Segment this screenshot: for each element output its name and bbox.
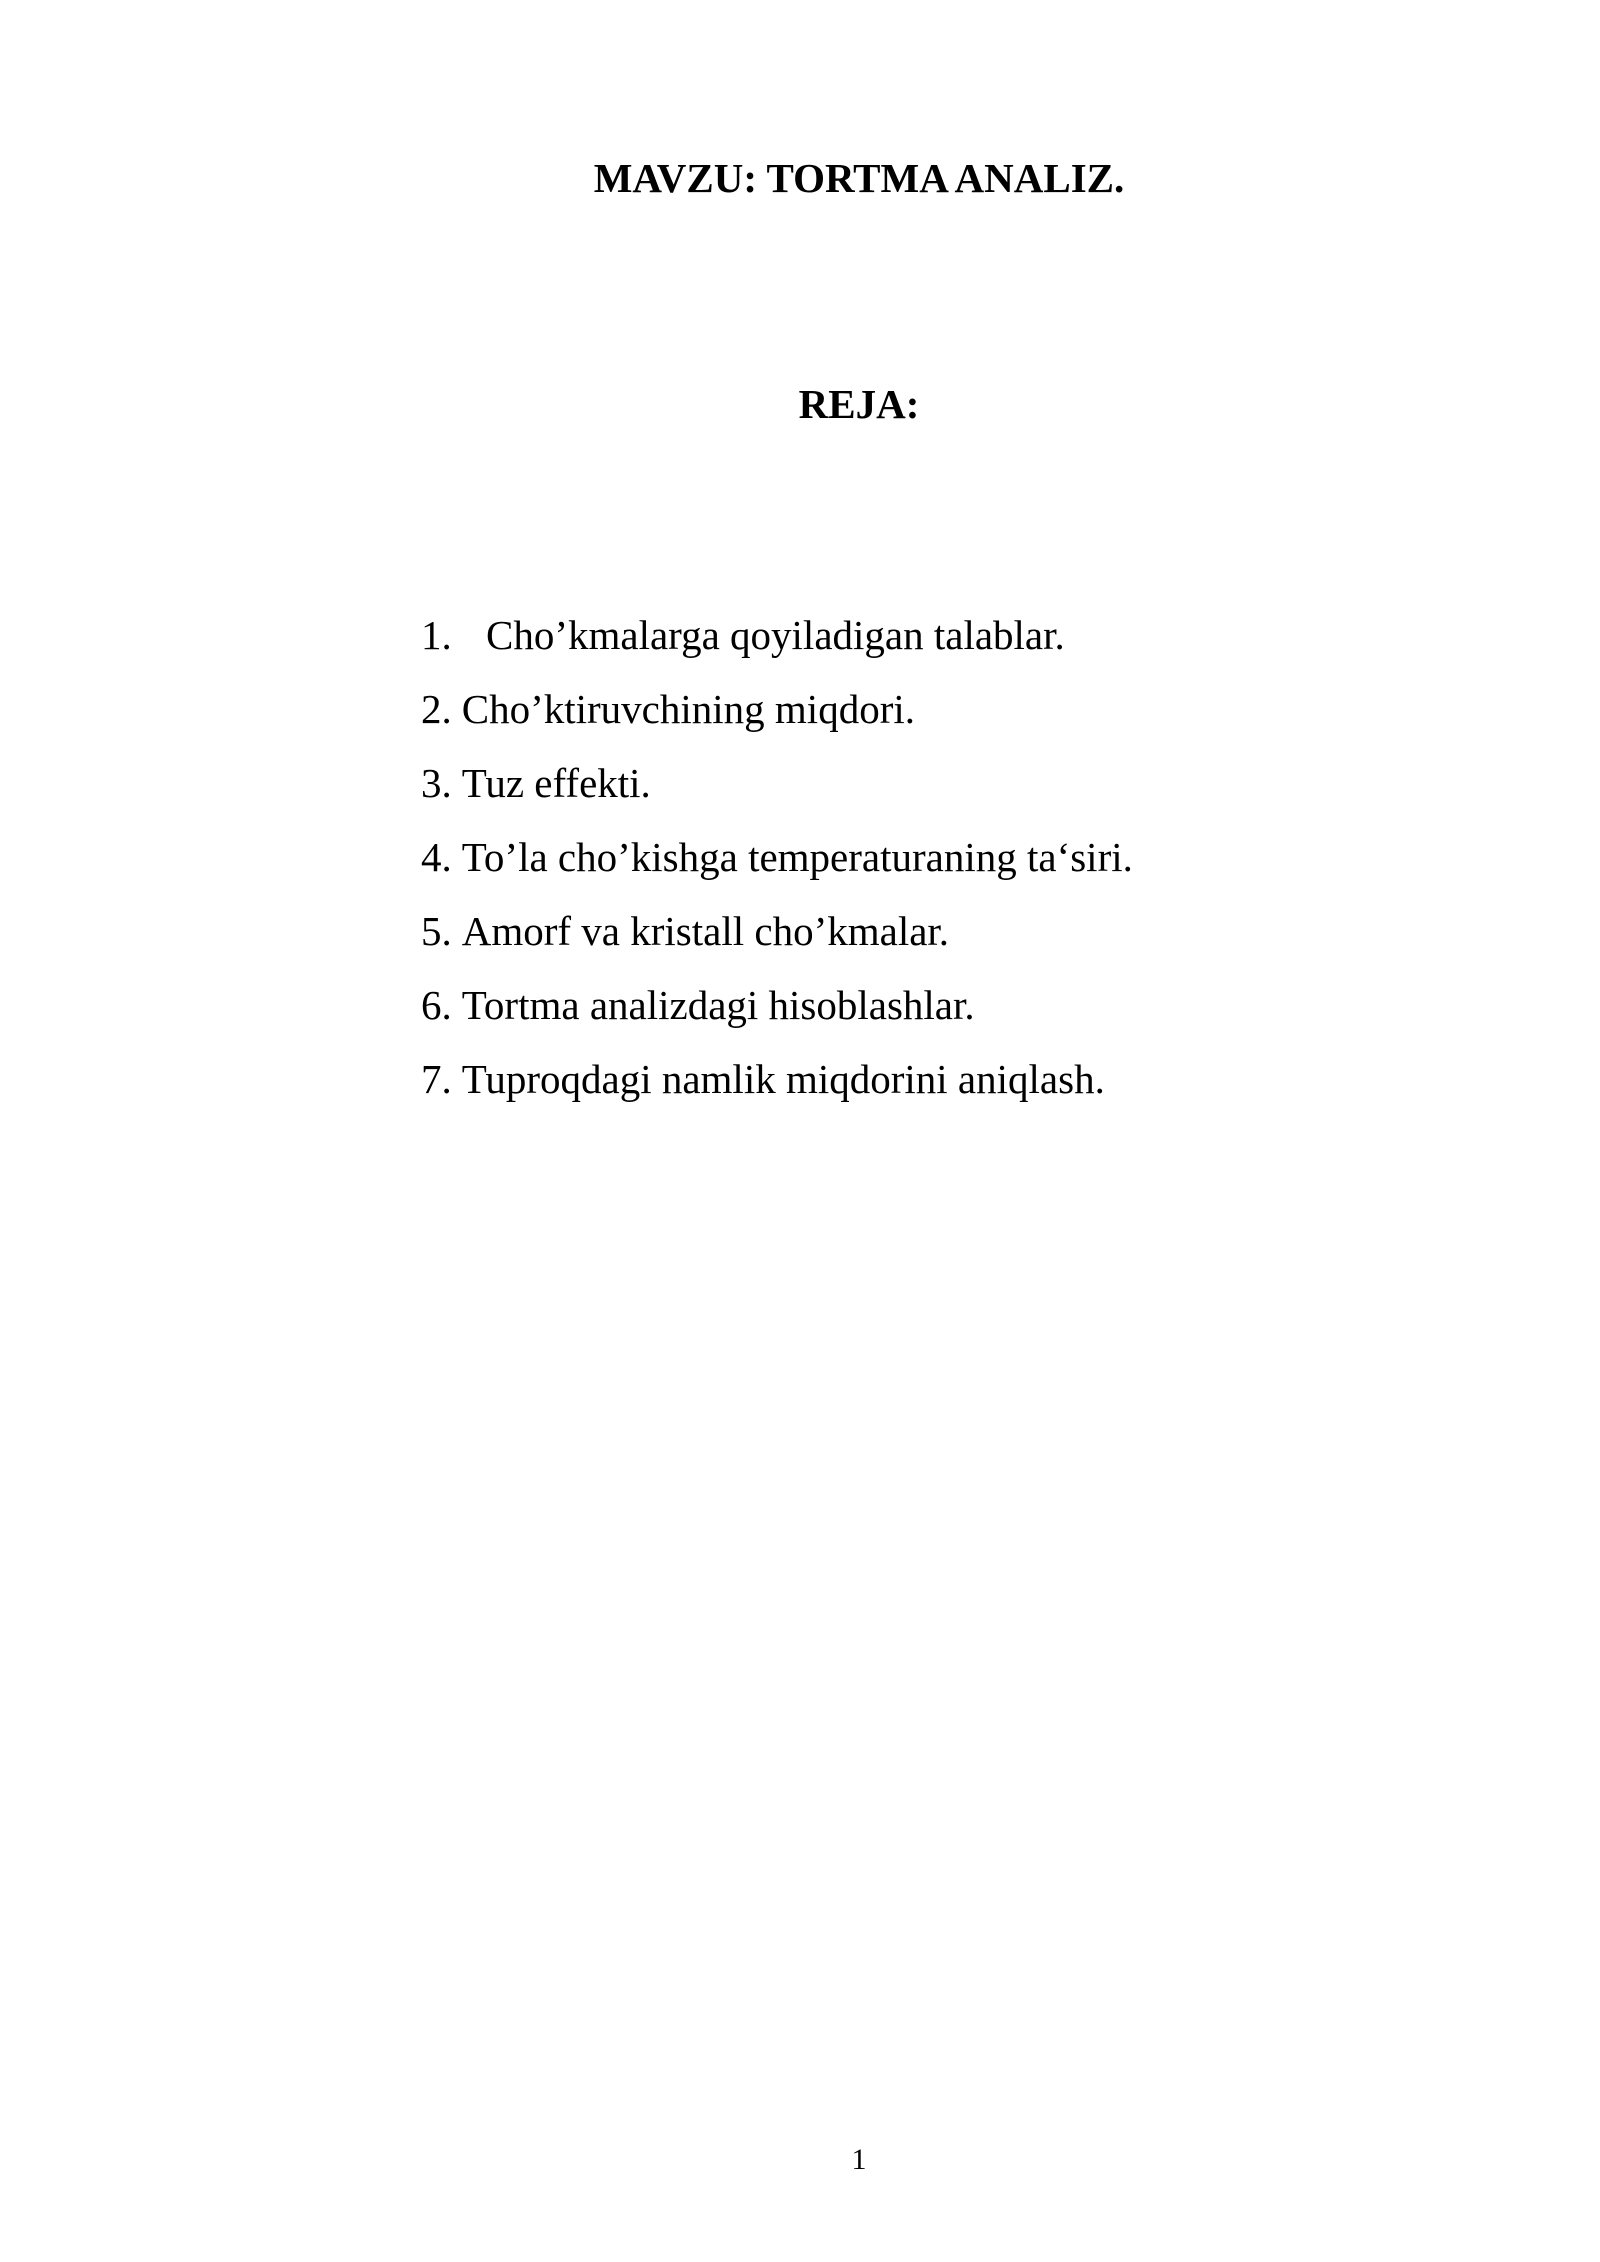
plan-item-number: 6. (421, 982, 452, 1028)
plan-item-text: Cho’kmalarga qoyiladigan talablar. (486, 612, 1065, 658)
plan-item-number: 1. (421, 612, 452, 658)
plan-item-6 (421, 968, 1133, 1042)
page-number: 1 (851, 2143, 867, 2176)
plan-item-number: 7. (421, 1056, 452, 1102)
plan-item-number: 3. (421, 760, 452, 806)
plan-item-number: 2. (421, 686, 452, 732)
plan-item-text: Tuproqdagi namlik miqdorini aniqlash. (461, 1056, 1105, 1102)
plan-item-text: Amorf va kristall cho’kmalar. (461, 908, 950, 954)
plan-item-text: To’la cho’kishga temperaturaning ta‘siri. (461, 834, 1133, 880)
plan-item-1 (421, 598, 1133, 672)
plan-item-text: Tortma analizdagi hisoblashlar. (461, 982, 975, 1028)
plan-item-number: 5. (421, 908, 452, 954)
plan-heading: REJA: (798, 381, 920, 427)
plan-item-text: Tuz effekti. (461, 760, 651, 806)
plan-item-5 (421, 894, 1133, 968)
plan-item-4 (421, 820, 1133, 894)
plan-item-2 (421, 672, 1133, 746)
plan-item-number: 4. (421, 834, 452, 880)
plan-item-3 (421, 746, 1133, 820)
plan-item-text: Cho’ktiruvchining miqdori. (461, 686, 915, 732)
plan-list (421, 598, 1133, 1116)
page-title: MAVZU: TORTMA ANALIZ. (593, 155, 1125, 201)
plan-item-7 (421, 1042, 1133, 1116)
